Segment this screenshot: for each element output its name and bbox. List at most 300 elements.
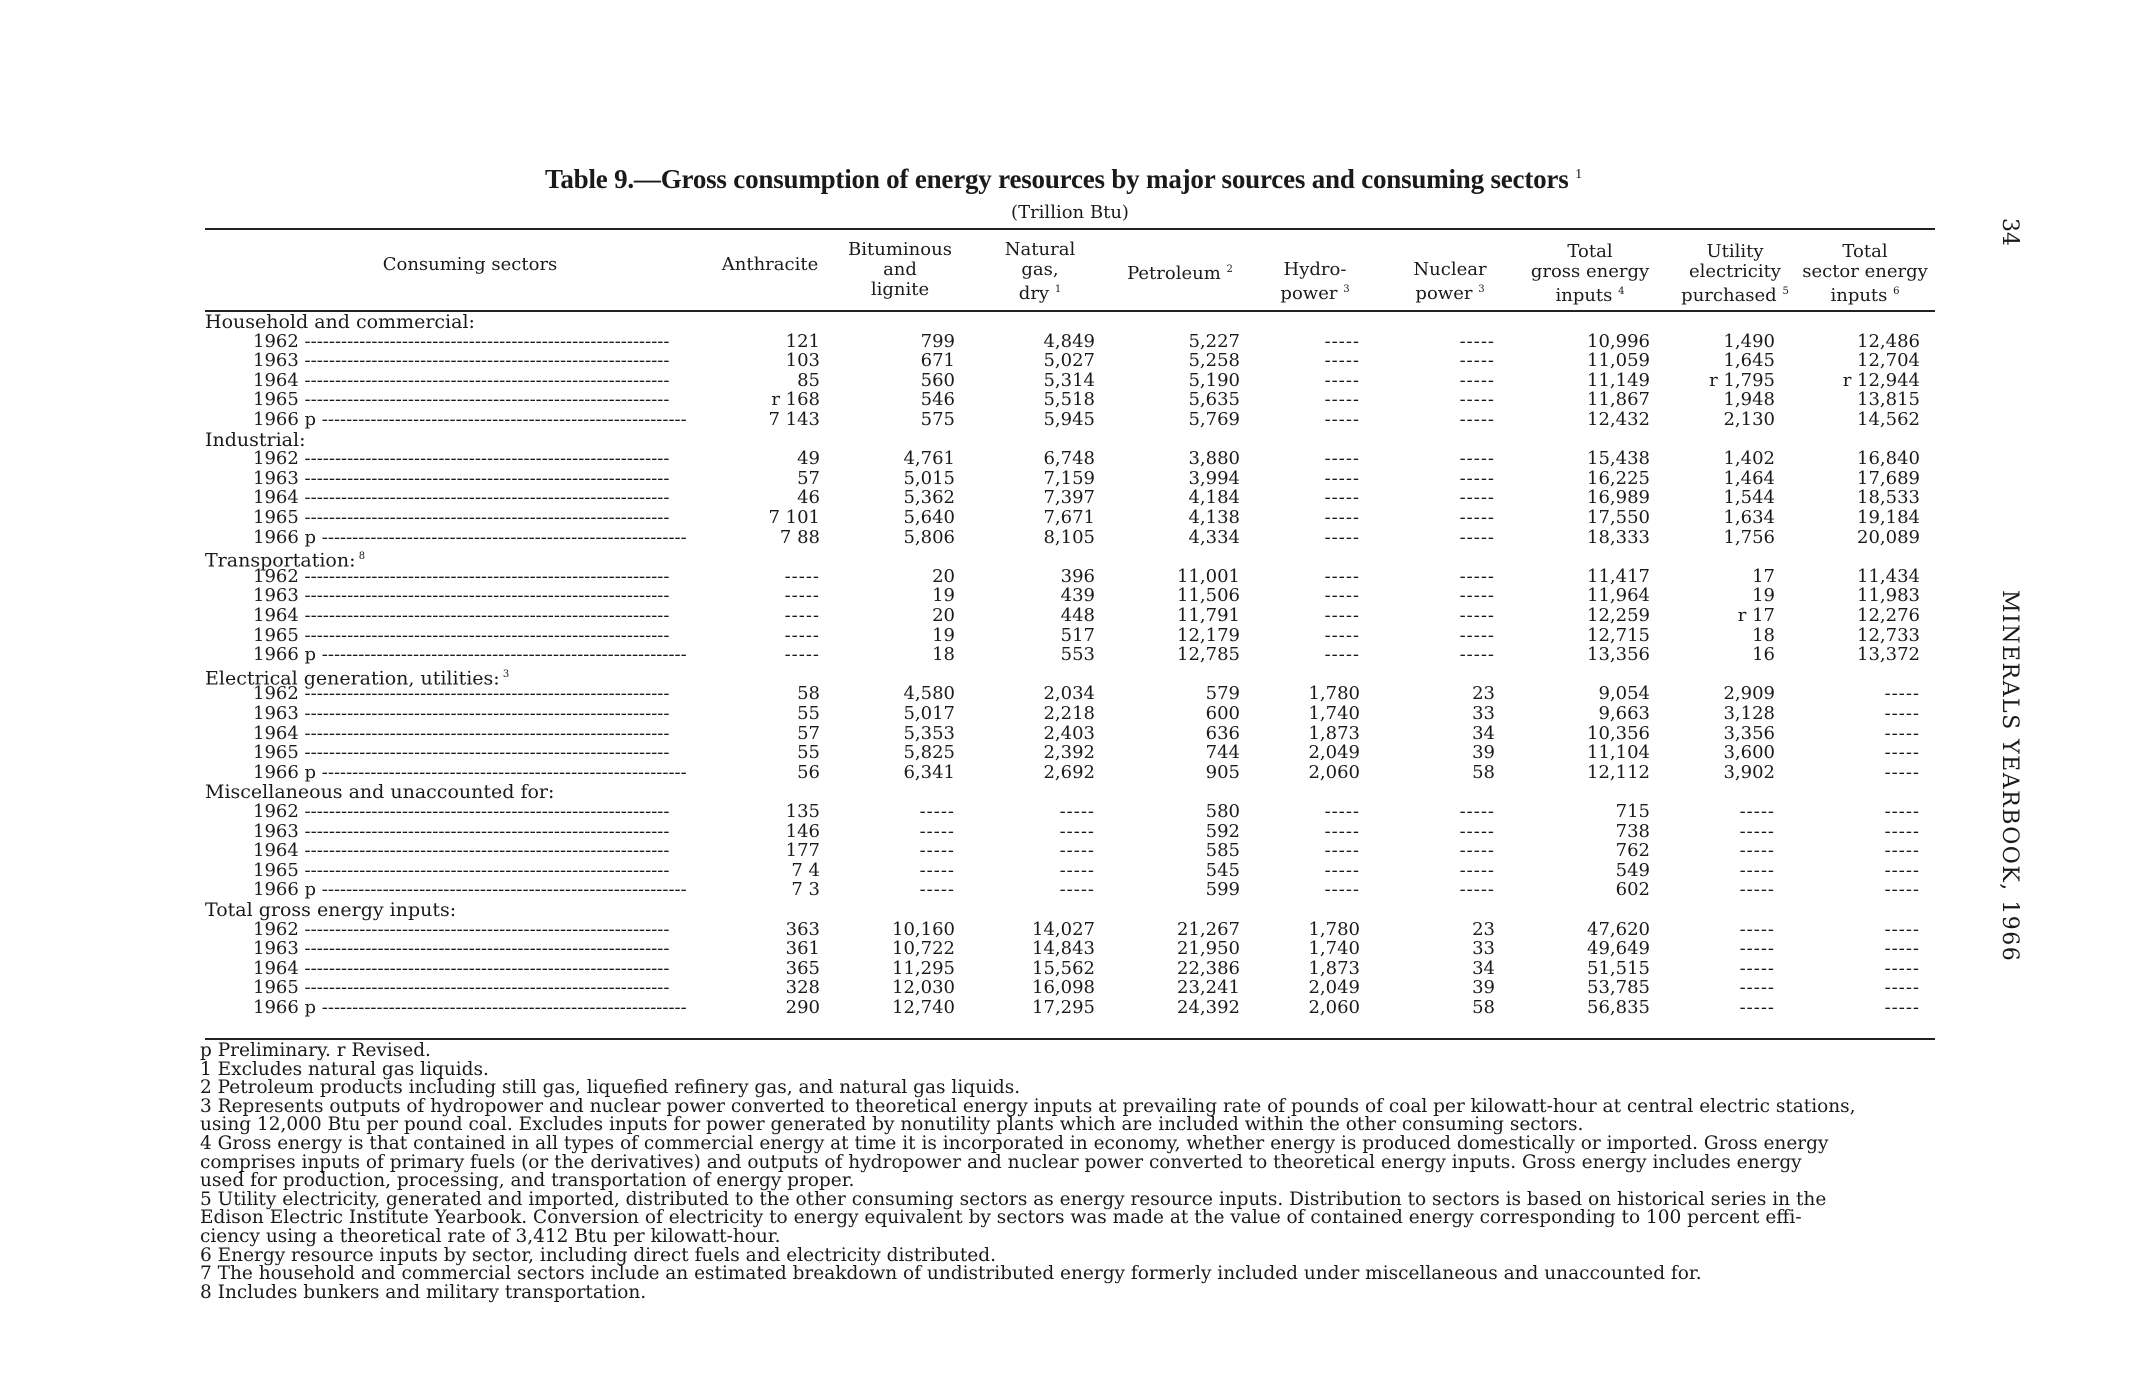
cell-utility-electricity: 19 bbox=[1752, 585, 1775, 607]
cell-utility-electricity: ----- bbox=[1739, 997, 1775, 1018]
cell-anthracite: 57 bbox=[797, 722, 820, 744]
footnote-line: p Preliminary. r Revised. bbox=[200, 1040, 431, 1061]
table-row bbox=[0, 626, 2138, 646]
cell-bituminous: 671 bbox=[920, 350, 955, 372]
cell-utility-electricity: 1,402 bbox=[1723, 448, 1775, 470]
cell-bituminous: 10,160 bbox=[892, 918, 955, 940]
cell-total-gross: 12,715 bbox=[1587, 624, 1650, 646]
cell-hydropower: 2,049 bbox=[1308, 742, 1360, 764]
cell-utility-electricity: ----- bbox=[1739, 859, 1775, 881]
cell-nuclear: 39 bbox=[1472, 742, 1495, 764]
cell-anthracite: 135 bbox=[785, 801, 820, 822]
cell-total-gross: 762 bbox=[1615, 840, 1650, 862]
cell-bituminous: 5,353 bbox=[903, 722, 955, 744]
cell-total-sector: 20,089 bbox=[1857, 526, 1920, 548]
cell-petroleum: 5,227 bbox=[1188, 330, 1240, 352]
cell-utility-electricity: 1,948 bbox=[1723, 389, 1775, 411]
row-year-label: 1963 ------------------------------------------------------------ bbox=[253, 821, 670, 842]
cell-total-gross: 11,867 bbox=[1587, 389, 1650, 411]
cell-nuclear: 23 bbox=[1472, 683, 1495, 705]
cell-nuclear: ----- bbox=[1459, 526, 1495, 548]
cell-anthracite: 58 bbox=[797, 683, 820, 705]
cell-anthracite: ----- bbox=[784, 644, 820, 666]
cell-hydropower: ----- bbox=[1324, 605, 1360, 626]
cell-petroleum: 5,635 bbox=[1188, 389, 1240, 411]
row-year-label: 1965 ------------------------------------------------------------ bbox=[253, 978, 670, 999]
cell-anthracite: 55 bbox=[797, 703, 820, 724]
cell-utility-electricity: 1,756 bbox=[1723, 526, 1775, 548]
table-row bbox=[0, 488, 2138, 508]
cell-petroleum: 3,880 bbox=[1188, 448, 1240, 470]
cell-petroleum: 4,184 bbox=[1188, 487, 1240, 509]
cell-anthracite: 121 bbox=[785, 330, 820, 352]
cell-anthracite: 365 bbox=[785, 957, 820, 979]
cell-natural-gas: 396 bbox=[1060, 565, 1095, 587]
cell-total-gross: 715 bbox=[1615, 801, 1650, 822]
cell-utility-electricity: 17 bbox=[1752, 565, 1775, 587]
cell-bituminous: 11,295 bbox=[892, 957, 955, 979]
cell-hydropower: ----- bbox=[1324, 330, 1360, 352]
cell-bituminous: 12,030 bbox=[892, 977, 955, 999]
cell-total-gross: 549 bbox=[1615, 859, 1650, 881]
page-number: 34 bbox=[1997, 218, 2022, 246]
table-row bbox=[0, 528, 2138, 548]
table-row bbox=[0, 410, 2138, 430]
cell-nuclear: ----- bbox=[1459, 840, 1495, 862]
cell-anthracite: 361 bbox=[785, 938, 820, 960]
cell-total-gross: 16,989 bbox=[1587, 487, 1650, 509]
col-header-nuclear-power: Nuclear power $^3$ bbox=[1413, 259, 1487, 304]
table-row bbox=[0, 861, 2138, 881]
cell-bituminous: ----- bbox=[919, 840, 955, 862]
cell-total-sector: ----- bbox=[1884, 722, 1920, 744]
cell-total-sector: ----- bbox=[1884, 761, 1920, 783]
cell-petroleum: 23,241 bbox=[1177, 977, 1240, 999]
row-year-label: 1962 ------------------------------------------------------------ bbox=[253, 802, 670, 822]
cell-nuclear: ----- bbox=[1459, 801, 1495, 822]
col-header-hydropower: Hydro- power $^3$ bbox=[1280, 259, 1350, 304]
cell-hydropower: ----- bbox=[1324, 801, 1360, 822]
row-year-label: 1964 ------------------------------------------------------------ bbox=[253, 370, 670, 391]
cell-bituminous: 575 bbox=[920, 409, 955, 430]
cell-natural-gas: 2,218 bbox=[1043, 703, 1095, 724]
cell-total-gross: 18,333 bbox=[1587, 526, 1650, 548]
cell-natural-gas: 553 bbox=[1060, 644, 1095, 666]
cell-total-gross: 47,620 bbox=[1587, 918, 1650, 940]
cell-bituminous: 546 bbox=[920, 389, 955, 411]
footnote-line: 3 Represents outputs of hydropower and nuclear power converted to theoretical energy inputs at prevailing rate of pounds of coal per kilowatt-hour at central electric stations, bbox=[200, 1095, 1856, 1117]
cell-natural-gas: 2,692 bbox=[1043, 761, 1095, 783]
cell-natural-gas: 5,518 bbox=[1043, 389, 1095, 411]
cell-petroleum: 744 bbox=[1205, 742, 1240, 764]
cell-nuclear: ----- bbox=[1459, 585, 1495, 607]
footnote-line: 8 Includes bunkers and military transportation. bbox=[200, 1281, 647, 1303]
cell-anthracite: r 168 bbox=[771, 389, 820, 411]
cell-bituminous: ----- bbox=[919, 879, 955, 901]
cell-utility-electricity: ----- bbox=[1739, 957, 1775, 979]
cell-total-gross: 738 bbox=[1615, 820, 1650, 842]
cell-total-sector: 12,276 bbox=[1857, 605, 1920, 626]
cell-total-gross: 11,964 bbox=[1587, 585, 1650, 607]
cell-natural-gas: 5,027 bbox=[1043, 350, 1095, 372]
table-row bbox=[0, 606, 2138, 626]
cell-total-gross: 56,835 bbox=[1587, 997, 1650, 1018]
cell-natural-gas: 15,562 bbox=[1032, 957, 1095, 979]
cell-bituminous: 18 bbox=[932, 644, 955, 666]
cell-total-sector: 13,815 bbox=[1857, 389, 1920, 411]
cell-hydropower: 1,740 bbox=[1308, 703, 1360, 724]
cell-hydropower: ----- bbox=[1324, 369, 1360, 391]
cell-petroleum: 3,994 bbox=[1188, 467, 1240, 489]
cell-utility-electricity: 16 bbox=[1752, 644, 1775, 666]
cell-total-sector: ----- bbox=[1884, 859, 1920, 881]
cell-anthracite: 103 bbox=[785, 350, 820, 372]
cell-utility-electricity: ----- bbox=[1739, 918, 1775, 940]
table-row bbox=[0, 920, 2138, 940]
cell-nuclear: ----- bbox=[1459, 624, 1495, 646]
cell-bituminous: 19 bbox=[932, 585, 955, 607]
cell-nuclear: 58 bbox=[1472, 761, 1495, 783]
table-title: Table 9.—Gross consumption of energy resources by major sources and consuming sectors $^1$ bbox=[545, 164, 1582, 194]
cell-hydropower: ----- bbox=[1324, 409, 1360, 430]
row-year-label: 1965 ------------------------------------------------------------ bbox=[253, 390, 670, 411]
cell-petroleum: 4,334 bbox=[1188, 526, 1240, 548]
cell-natural-gas: 2,392 bbox=[1043, 742, 1095, 764]
cell-anthracite: 46 bbox=[797, 487, 820, 509]
cell-bituminous: ----- bbox=[919, 859, 955, 881]
cell-nuclear: ----- bbox=[1459, 859, 1495, 881]
cell-natural-gas: ----- bbox=[1059, 840, 1095, 862]
cell-nuclear: ----- bbox=[1459, 369, 1495, 391]
footnote-line: used for production, processing, and transportation of energy proper. bbox=[200, 1170, 855, 1192]
cell-hydropower: 2,060 bbox=[1308, 761, 1360, 783]
cell-petroleum: 905 bbox=[1205, 761, 1240, 783]
cell-petroleum: 580 bbox=[1205, 801, 1240, 822]
footnote-line: Edison Electric Institute Yearbook. Conversion of electricity to energy equivalent by sectors was made at the value of contained energy corresponding to 100 percent effi- bbox=[200, 1207, 1802, 1229]
cell-utility-electricity: 1,634 bbox=[1723, 507, 1775, 528]
cell-total-gross: 51,515 bbox=[1587, 957, 1650, 979]
cell-total-gross: 602 bbox=[1615, 879, 1650, 901]
cell-anthracite: 55 bbox=[797, 742, 820, 764]
table-row bbox=[0, 371, 2138, 391]
cell-anthracite: 363 bbox=[785, 918, 820, 940]
footnote-line: 1 Excludes natural gas liquids. bbox=[200, 1058, 489, 1080]
cell-bituminous: 560 bbox=[920, 369, 955, 391]
cell-bituminous: 5,015 bbox=[903, 467, 955, 489]
cell-natural-gas: 16,098 bbox=[1032, 977, 1095, 999]
cell-utility-electricity: ----- bbox=[1739, 840, 1775, 862]
cell-hydropower: ----- bbox=[1324, 389, 1360, 411]
cell-total-gross: 12,432 bbox=[1587, 409, 1650, 430]
footnote-line: 4 Gross energy is that contained in all types of commercial energy at time it is incorporated in economy, whether energy is produced domestically or imported. Gross energy bbox=[200, 1133, 1829, 1154]
cell-nuclear: ----- bbox=[1459, 448, 1495, 470]
cell-anthracite: 7 101 bbox=[768, 507, 820, 528]
cell-total-gross: 11,417 bbox=[1587, 565, 1650, 587]
cell-total-sector: 12,486 bbox=[1857, 330, 1920, 352]
section-heading: Electrical generation, utilities: $^3$ bbox=[205, 667, 510, 690]
running-head: MINERALS YEARBOOK, 1966 bbox=[1997, 590, 2022, 963]
cell-petroleum: 545 bbox=[1205, 859, 1240, 881]
cell-hydropower: 1,780 bbox=[1308, 918, 1360, 940]
cell-total-sector: r 12,944 bbox=[1842, 369, 1920, 391]
cell-nuclear: ----- bbox=[1459, 487, 1495, 509]
table-row bbox=[0, 763, 2138, 783]
cell-petroleum: 592 bbox=[1205, 820, 1240, 842]
section-heading: Miscellaneous and unaccounted for: bbox=[205, 781, 555, 804]
cell-anthracite: 7 3 bbox=[791, 879, 820, 901]
cell-bituminous: 6,341 bbox=[903, 761, 955, 783]
cell-hydropower: 1,873 bbox=[1308, 722, 1360, 744]
cell-nuclear: 23 bbox=[1472, 918, 1495, 940]
footnote-line: 6 Energy resource inputs by sector, including direct fuels and electricity distributed. bbox=[200, 1244, 996, 1266]
cell-nuclear: 39 bbox=[1472, 977, 1495, 999]
row-year-label: 1965 ------------------------------------------------------------ bbox=[253, 743, 670, 764]
cell-natural-gas: ----- bbox=[1059, 879, 1095, 901]
cell-petroleum: 5,769 bbox=[1188, 409, 1240, 430]
cell-anthracite: 328 bbox=[785, 977, 820, 999]
cell-total-sector: ----- bbox=[1884, 997, 1920, 1018]
cell-total-sector: 13,372 bbox=[1857, 644, 1920, 666]
cell-anthracite: 177 bbox=[785, 840, 820, 862]
cell-total-gross: 11,059 bbox=[1587, 350, 1650, 372]
cell-total-gross: 12,259 bbox=[1587, 605, 1650, 626]
cell-utility-electricity: ----- bbox=[1739, 938, 1775, 960]
cell-anthracite: 146 bbox=[785, 820, 820, 842]
col-header-anthracite: Anthracite bbox=[721, 254, 819, 275]
cell-bituminous: 12,740 bbox=[892, 997, 955, 1018]
cell-bituminous: 5,806 bbox=[903, 526, 955, 548]
row-year-label: 1966 p ------------------------------------------------------------ bbox=[253, 527, 687, 548]
cell-petroleum: 12,179 bbox=[1177, 624, 1240, 646]
col-header-total-gross-energy-inputs: Total gross energy inputs $^4$ bbox=[1530, 241, 1650, 306]
cell-natural-gas: 14,027 bbox=[1032, 918, 1095, 940]
cell-utility-electricity: 2,130 bbox=[1723, 409, 1775, 430]
cell-bituminous: 5,362 bbox=[903, 487, 955, 509]
cell-total-gross: 9,663 bbox=[1598, 703, 1650, 724]
cell-total-sector: 11,983 bbox=[1857, 585, 1920, 607]
cell-nuclear: ----- bbox=[1459, 409, 1495, 430]
col-header-consuming-sectors: Consuming sectors bbox=[382, 254, 558, 275]
cell-bituminous: 5,017 bbox=[903, 703, 955, 724]
cell-nuclear: ----- bbox=[1459, 350, 1495, 372]
row-year-label: 1964 ------------------------------------------------------------ bbox=[253, 958, 670, 979]
footnote-line: ciency using a theoretical rate of 3,412 Btu per kilowatt-hour. bbox=[200, 1226, 781, 1247]
table-row bbox=[0, 469, 2138, 489]
row-year-label: 1962 ------------------------------------------------------------ bbox=[253, 919, 670, 940]
cell-anthracite: ----- bbox=[784, 605, 820, 626]
cell-hydropower: 2,049 bbox=[1308, 977, 1360, 999]
row-year-label: 1963 ------------------------------------------------------------ bbox=[253, 351, 670, 372]
row-year-label: 1962 ------------------------------------------------------------ bbox=[253, 566, 670, 587]
footnote-line: comprises inputs of primary fuels (or the derivatives) and outputs of hydropower and nuclear power converted to theoretical energy inputs. Gross energy includes energy bbox=[200, 1151, 1802, 1173]
cell-petroleum: 600 bbox=[1205, 703, 1240, 724]
cell-bituminous: 799 bbox=[920, 330, 955, 352]
cell-total-sector: 17,689 bbox=[1857, 467, 1920, 489]
cell-total-gross: 10,996 bbox=[1587, 330, 1650, 352]
cell-natural-gas: 5,945 bbox=[1043, 409, 1095, 430]
table-row bbox=[0, 586, 2138, 606]
cell-bituminous: ----- bbox=[919, 801, 955, 822]
cell-anthracite: 7 4 bbox=[791, 859, 820, 881]
row-year-label: 1965 ------------------------------------------------------------ bbox=[253, 860, 670, 881]
cell-total-gross: 11,149 bbox=[1587, 369, 1650, 391]
cell-petroleum: 11,506 bbox=[1177, 585, 1240, 607]
table-row bbox=[0, 390, 2138, 410]
cell-natural-gas: 4,849 bbox=[1043, 330, 1095, 352]
cell-natural-gas: 448 bbox=[1060, 605, 1095, 626]
cell-total-sector: ----- bbox=[1884, 957, 1920, 979]
table-row bbox=[0, 841, 2138, 861]
cell-natural-gas: 14,843 bbox=[1032, 938, 1095, 960]
cell-natural-gas: 8,105 bbox=[1043, 526, 1095, 548]
cell-utility-electricity: 3,600 bbox=[1723, 742, 1775, 764]
cell-bituminous: 19 bbox=[932, 624, 955, 646]
cell-petroleum: 21,950 bbox=[1177, 938, 1240, 960]
cell-petroleum: 636 bbox=[1205, 722, 1240, 744]
cell-nuclear: 33 bbox=[1472, 703, 1495, 724]
table-row bbox=[0, 802, 2138, 822]
cell-hydropower: ----- bbox=[1324, 644, 1360, 666]
table-row bbox=[0, 684, 2138, 704]
cell-nuclear: ----- bbox=[1459, 389, 1495, 411]
cell-natural-gas: 2,403 bbox=[1043, 722, 1095, 744]
cell-total-sector: ----- bbox=[1884, 879, 1920, 901]
row-year-label: 1962 ------------------------------------------------------------ bbox=[253, 684, 670, 705]
cell-total-sector: 18,533 bbox=[1857, 487, 1920, 509]
cell-anthracite: ----- bbox=[784, 624, 820, 646]
row-year-label: 1963 ------------------------------------------------------------ bbox=[253, 704, 670, 724]
cell-natural-gas: 2,034 bbox=[1043, 683, 1095, 705]
col-header-petroleum: Petroleum $^2$ bbox=[1127, 263, 1233, 284]
cell-total-gross: 9,054 bbox=[1598, 683, 1650, 705]
cell-hydropower: ----- bbox=[1324, 448, 1360, 470]
cell-total-sector: ----- bbox=[1884, 703, 1920, 724]
cell-petroleum: 579 bbox=[1205, 683, 1240, 705]
cell-anthracite: 290 bbox=[785, 997, 820, 1018]
footnote-line: 2 Petroleum products including still gas, liquefied refinery gas, and natural gas liquids. bbox=[200, 1077, 1021, 1099]
cell-petroleum: 599 bbox=[1205, 879, 1240, 901]
cell-nuclear: ----- bbox=[1459, 467, 1495, 489]
cell-petroleum: 5,258 bbox=[1188, 350, 1240, 372]
cell-utility-electricity: 1,490 bbox=[1723, 330, 1775, 352]
cell-total-sector: ----- bbox=[1884, 840, 1920, 862]
cell-anthracite: 7 88 bbox=[779, 526, 820, 548]
section-heading: Total gross energy inputs: bbox=[205, 899, 457, 921]
cell-utility-electricity: ----- bbox=[1739, 820, 1775, 842]
row-year-label: 1962 ------------------------------------------------------------ bbox=[253, 449, 670, 470]
cell-nuclear: ----- bbox=[1459, 879, 1495, 901]
row-year-label: 1965 ------------------------------------------------------------ bbox=[253, 508, 670, 528]
cell-total-sector: 12,704 bbox=[1857, 350, 1920, 372]
cell-petroleum: 22,386 bbox=[1177, 957, 1240, 979]
cell-natural-gas: 7,397 bbox=[1043, 487, 1095, 509]
cell-bituminous: 10,722 bbox=[892, 938, 955, 960]
cell-natural-gas: 5,314 bbox=[1043, 369, 1095, 391]
cell-utility-electricity: ----- bbox=[1739, 977, 1775, 999]
cell-total-sector: 19,184 bbox=[1857, 507, 1920, 528]
cell-hydropower: ----- bbox=[1324, 565, 1360, 587]
cell-natural-gas: 17,295 bbox=[1032, 997, 1095, 1018]
cell-nuclear: 34 bbox=[1472, 722, 1495, 744]
cell-bituminous: 5,640 bbox=[903, 507, 955, 528]
table-row bbox=[0, 724, 2138, 744]
cell-total-gross: 10,356 bbox=[1587, 722, 1650, 744]
cell-anthracite: ----- bbox=[784, 585, 820, 607]
cell-nuclear: ----- bbox=[1459, 644, 1495, 666]
cell-hydropower: ----- bbox=[1324, 467, 1360, 489]
cell-hydropower: ----- bbox=[1324, 585, 1360, 607]
cell-total-sector: ----- bbox=[1884, 820, 1920, 842]
table-row bbox=[0, 567, 2138, 587]
cell-hydropower: 1,740 bbox=[1308, 938, 1360, 960]
row-year-label: 1966 p ------------------------------------------------------------ bbox=[253, 880, 687, 901]
row-year-label: 1966 p ------------------------------------------------------------ bbox=[253, 762, 687, 783]
section-heading: Industrial: bbox=[205, 428, 306, 451]
cell-anthracite: ----- bbox=[784, 565, 820, 587]
cell-nuclear: ----- bbox=[1459, 330, 1495, 352]
cell-total-sector: ----- bbox=[1884, 977, 1920, 999]
cell-nuclear: ----- bbox=[1459, 820, 1495, 842]
cell-hydropower: ----- bbox=[1324, 350, 1360, 372]
cell-petroleum: 11,001 bbox=[1177, 565, 1240, 587]
cell-bituminous: 4,580 bbox=[903, 683, 955, 705]
row-year-label: 1966 p ------------------------------------------------------------ bbox=[253, 410, 687, 430]
cell-bituminous: ----- bbox=[919, 820, 955, 842]
table-row bbox=[0, 998, 2138, 1018]
footnote-line: 5 Utility electricity, generated and imported, distributed to the other consuming sectors as energy resource inputs. Distribution to sectors is based on historical series in the bbox=[200, 1188, 1827, 1210]
cell-natural-gas: 517 bbox=[1060, 624, 1095, 646]
cell-petroleum: 12,785 bbox=[1177, 644, 1240, 666]
table-row bbox=[0, 645, 2138, 665]
cell-total-sector: 16,840 bbox=[1857, 448, 1920, 470]
cell-total-sector: 11,434 bbox=[1857, 565, 1920, 587]
row-year-label: 1964 ------------------------------------------------------------ bbox=[253, 488, 670, 509]
cell-hydropower: ----- bbox=[1324, 820, 1360, 842]
cell-total-sector: ----- bbox=[1884, 801, 1920, 822]
footnote-line: 7 The household and commercial sectors include an estimated breakdown of undistributed energy formerly included under miscellaneous and unaccounted for. bbox=[200, 1263, 1702, 1285]
cell-total-sector: ----- bbox=[1884, 742, 1920, 764]
cell-utility-electricity: 3,356 bbox=[1723, 722, 1775, 744]
cell-hydropower: ----- bbox=[1324, 879, 1360, 901]
cell-nuclear: ----- bbox=[1459, 565, 1495, 587]
table-row bbox=[0, 743, 2138, 763]
table-row bbox=[0, 351, 2138, 371]
cell-total-gross: 13,356 bbox=[1587, 644, 1650, 666]
table-row bbox=[0, 880, 2138, 900]
cell-petroleum: 585 bbox=[1205, 840, 1240, 862]
cell-hydropower: 1,780 bbox=[1308, 683, 1360, 705]
cell-natural-gas: 7,671 bbox=[1043, 507, 1095, 528]
cell-hydropower: ----- bbox=[1324, 487, 1360, 509]
table-row bbox=[0, 508, 2138, 528]
cell-bituminous: 20 bbox=[932, 565, 955, 587]
col-header-total-sector-energy-inputs: Total sector energy inputs $^6$ bbox=[1802, 241, 1928, 306]
cell-total-sector: 14,562 bbox=[1857, 409, 1920, 430]
cell-utility-electricity: ----- bbox=[1739, 801, 1775, 822]
table-row bbox=[0, 449, 2138, 469]
cell-utility-electricity: 2,909 bbox=[1723, 683, 1775, 705]
cell-total-gross: 11,104 bbox=[1587, 742, 1650, 764]
cell-hydropower: 2,060 bbox=[1308, 997, 1360, 1018]
cell-natural-gas: 6,748 bbox=[1043, 448, 1095, 470]
row-year-label: 1964 ------------------------------------------------------------ bbox=[253, 606, 670, 626]
col-header-natural-gas: Natural gas, dry $^1$ bbox=[1004, 239, 1076, 304]
section-heading: Household and commercial: bbox=[205, 311, 475, 333]
cell-total-gross: 16,225 bbox=[1587, 467, 1650, 489]
cell-total-gross: 49,649 bbox=[1587, 938, 1650, 960]
cell-nuclear: 33 bbox=[1472, 938, 1495, 960]
cell-natural-gas: 7,159 bbox=[1043, 467, 1095, 489]
